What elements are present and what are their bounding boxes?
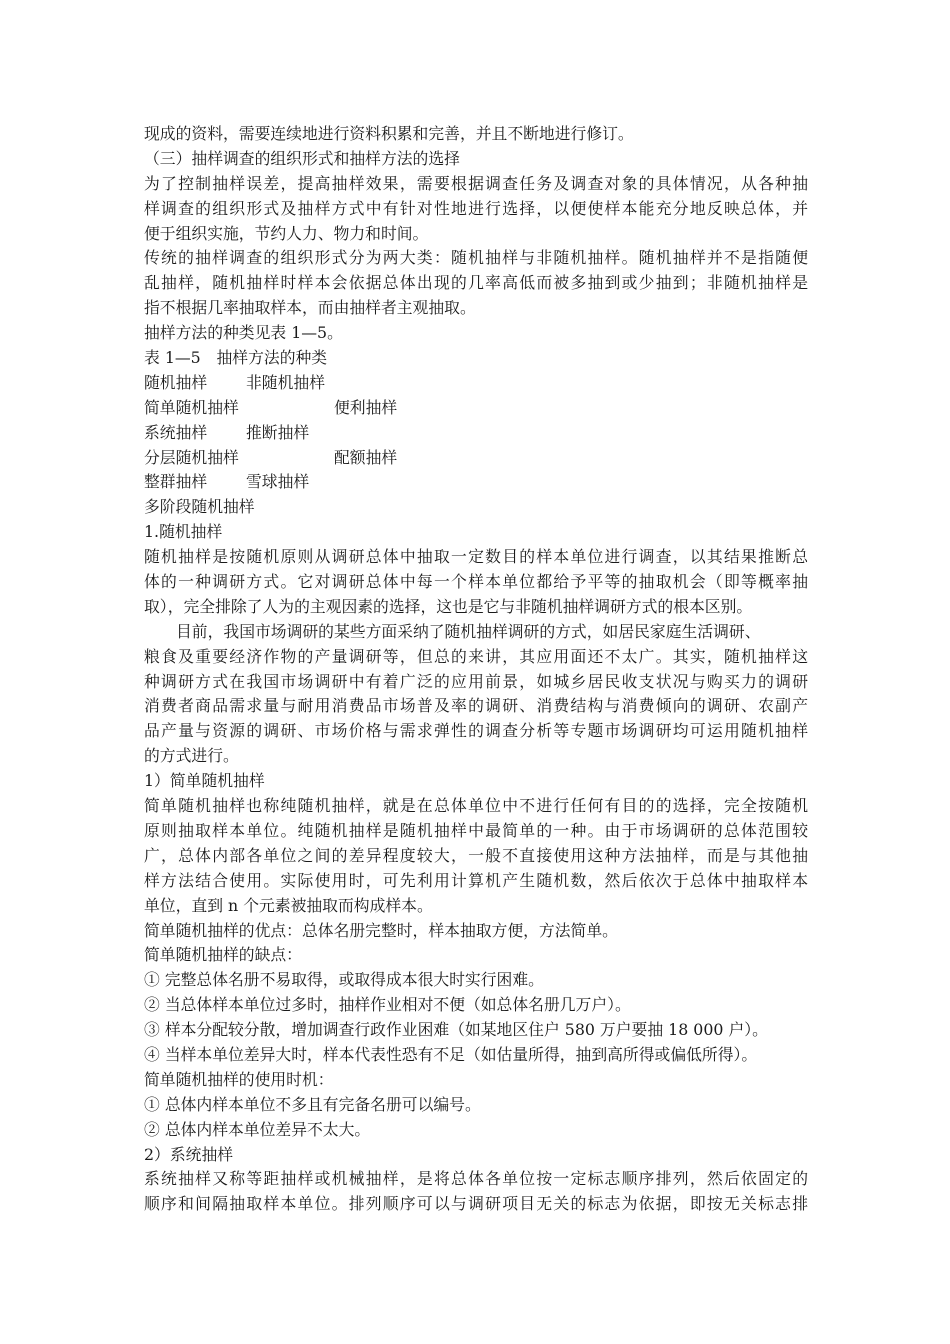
paragraph-line: 目前，我国市场调研的某些方面采纳了随机抽样调研的方式，如居民家庭生活调研、 (176, 621, 761, 641)
paragraph-line: 简单随机抽样的使用时机： (144, 1069, 334, 1089)
table-cell: 简单随机抽样 (144, 397, 239, 417)
document-page (144, 122, 808, 1217)
section-heading: 1.随机抽样 (144, 522, 223, 542)
paragraph-line: 指不根据几率抽取样本，而由抽样者主观抽取。 (144, 298, 476, 318)
list-item: ② 总体内样本单位差异不太大。 (144, 1119, 371, 1139)
table-row (144, 470, 808, 495)
paragraph-line: 简单随机抽样的缺点： (144, 945, 302, 965)
table-row (144, 396, 808, 421)
subsection-heading: 2）系统抽样 (144, 1144, 234, 1164)
table-header-cell: 非随机抽样 (246, 372, 325, 392)
paragraph-line: 粮食及重要经济作物的产量调研等，但总的来讲，其应用面还不太广。其实，随机抽样这 (144, 646, 808, 666)
table-cell: 雪球抽样 (246, 472, 310, 492)
table-cell: 推断抽样 (246, 422, 310, 442)
paragraph-line: 现成的资料，需要连续地进行资料积累和完善，并且不断地进行修订。 (144, 124, 634, 143)
section-heading: （三）抽样调查的组织形式和抽样方法的选择 (144, 148, 460, 168)
paragraph-line: 系统抽样又称等距抽样或机械抽样，是将总体各单位按一定标志顺序排列，然后依固定的 (144, 1169, 808, 1189)
paragraph-line: 抽样方法的种类见表 1—5。 (144, 323, 343, 343)
paragraph-line: 体的一种调研方式。它对调研总体中每一个样本单位都给予平等的抽取机会（即等概率抽 (144, 572, 808, 592)
table-caption: 表 1—5 抽样方法的种类 (144, 348, 328, 368)
subsection-heading: 1）简单随机抽样 (144, 771, 265, 791)
table-cell: 多阶段随机抽样 (144, 497, 255, 517)
table-header-row (144, 371, 808, 396)
paragraph-line: 样调查的组织形式及抽样方式中有针对性地进行选择，以便使样本能充分地反映总体，并 (144, 198, 808, 218)
paragraph-line: 随机抽样是按随机原则从调研总体中抽取一定数目的样本单位进行调查，以其结果推断总 (144, 547, 808, 567)
paragraph-line: 单位，直到 n 个元素被抽取而构成样本。 (144, 895, 433, 915)
paragraph-line: 为了控制抽样误差，提高抽样效果，需要根据调查任务及调查对象的具体情况，从各种抽 (144, 173, 808, 193)
table-header-cell: 随机抽样 (144, 372, 208, 392)
table-cell: 整群抽样 (144, 472, 208, 492)
paragraph-line: 传统的抽样调查的组织形式分为两大类：随机抽样与非随机抽样。随机抽样并不是指随便 (144, 248, 808, 268)
list-item: ③ 样本分配较分散，增加调查行政作业困难（如某地区住户 580 万户要抽 18 000 户）。 (144, 1020, 768, 1040)
table-cell: 系统抽样 (144, 422, 208, 442)
paragraph-line: 原则抽取样本单位。纯随机抽样是随机抽样中最简单的一种。由于市场调研的总体范围较 (144, 820, 808, 840)
paragraph-line: 的方式进行。 (144, 746, 239, 766)
paragraph-line: 便于组织实施，节约人力、物力和时间。 (144, 223, 429, 243)
paragraph-line: 简单随机抽样也称纯随机抽样，就是在总体单位中不进行任何有目的的选择，完全按随机 (144, 796, 808, 816)
paragraph-line: 品产量与资源的调研、市场价格与需求弹性的调查分析等专题市场调研均可运用随机抽样 (144, 721, 808, 741)
paragraph-line: 广，总体内部各单位之间的差异程度较大，一般不直接使用这种方法抽样，而是与其他抽 (144, 845, 808, 865)
table-row (144, 446, 808, 471)
paragraph-line: 种调研方式在我国市场调研中有着广泛的应用前景，如城乡居民收支状况与购买力的调研 (144, 671, 808, 691)
paragraph-line: 样方法结合使用。实际使用时，可先利用计算机产生随机数，然后依次于总体中抽取样本 (144, 870, 808, 890)
table-row (144, 495, 808, 520)
paragraph-line: 乱抽样，随机抽样时样本会依据总体出现的几率高低而被多抽到或少抽到；非随机抽样是 (144, 273, 808, 293)
list-item: ① 完整总体名册不易取得，或取得成本很大时实行困难。 (144, 970, 544, 990)
paragraph-line: 简单随机抽样的优点：总体名册完整时，样本抽取方便，方法简单。 (144, 920, 618, 940)
list-item: ① 总体内样本单位不多且有完备名册可以编号。 (144, 1094, 481, 1114)
paragraph-line: 顺序和间隔抽取样本单位。排列顺序可以与调研项目无关的标志为依据，即按无关标志排 (144, 1194, 808, 1214)
list-item: ④ 当样本单位差异大时，样本代表性恐有不足（如估量所得，抽到高所得或偏低所得）。 (144, 1044, 758, 1064)
table-cell: 便利抽样 (334, 397, 398, 417)
table-cell: 配额抽样 (334, 447, 398, 467)
table-row (144, 421, 808, 446)
paragraph-line: 消费者商品需求量与耐用消费品市场普及率的调研、消费结构与消费倾向的调研、农副产 (144, 696, 808, 716)
list-item: ② 当总体样本单位过多时，抽样作业相对不便（如总体名册几万户）。 (144, 995, 631, 1015)
table-cell: 分层随机抽样 (144, 447, 239, 467)
paragraph-line: 取），完全排除了人为的主观因素的选择，这也是它与非随机抽样调研方式的根本区别。 (144, 596, 753, 616)
